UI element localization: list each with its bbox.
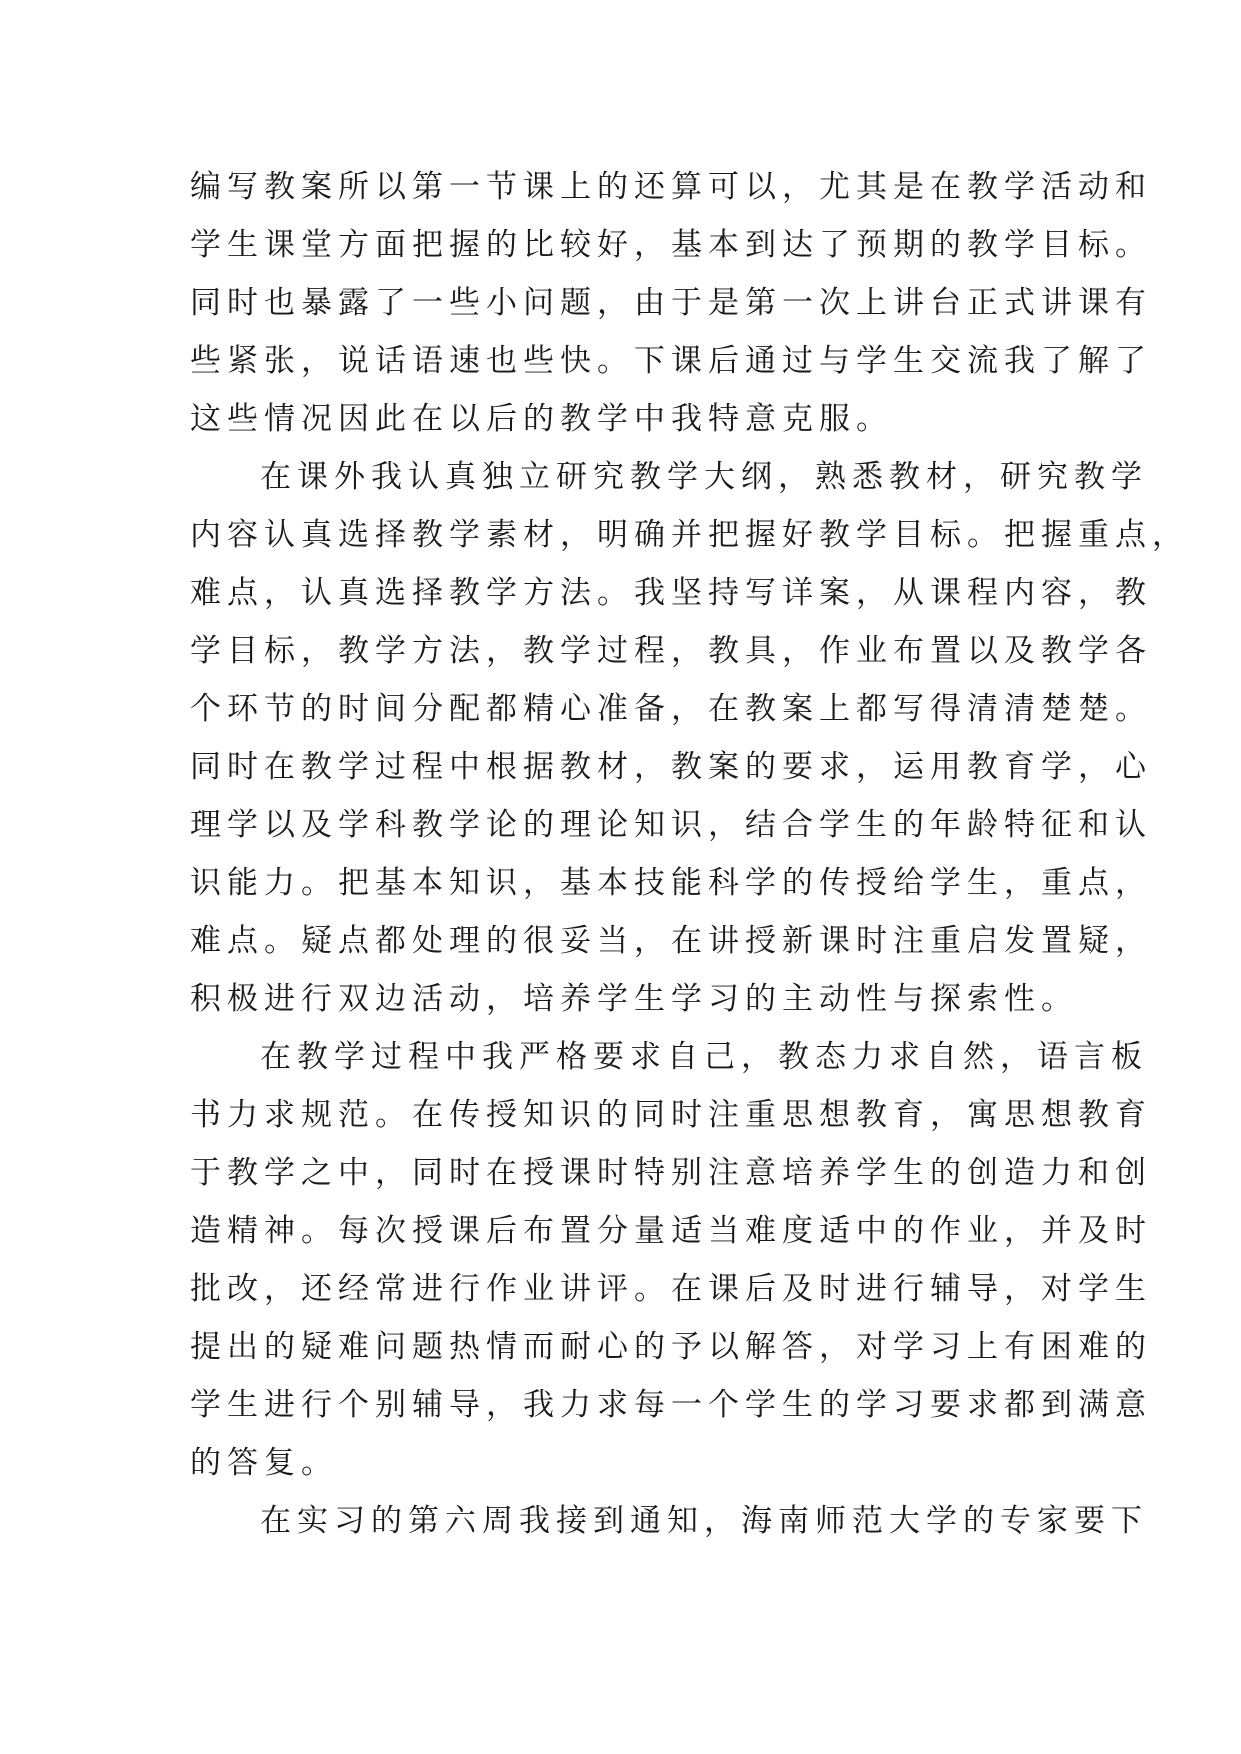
text-line: 在教学过程中我严格要求自己，教态力求自然，语言板	[260, 1039, 1148, 1075]
paragraph	[190, 1492, 1148, 1550]
text-line: 在实习的第六周我接到通知，海南师范大学的专家要下	[260, 1503, 1148, 1539]
text-line: 个环节的时间分配都精心准备，在教案上都写得清清楚楚。	[190, 691, 1152, 727]
text-line: 难点。疑点都处理的很妥当，在讲授新课时注重启发置疑，	[190, 923, 1152, 959]
text-line: 批改，还经常进行作业讲评。在课后及时进行辅导，对学生	[190, 1271, 1152, 1307]
text-line: 于教学之中，同时在授课时特别注意培养学生的创造力和创	[190, 1155, 1152, 1191]
paragraph	[190, 1028, 1152, 1492]
document-body	[190, 158, 1189, 1550]
text-line: 造精神。每次授课后布置分量适当难度适中的作业，并及时	[190, 1213, 1152, 1249]
text-line: 学目标，教学方法，教学过程，教具，作业布置以及教学各	[190, 633, 1152, 669]
text-line: 积极进行双边活动，培养学生学习的主动性与探索性。	[190, 981, 1078, 1017]
paragraph	[190, 158, 1152, 448]
text-line: 同时也暴露了一些小问题，由于是第一次上讲台正式讲课有	[190, 285, 1152, 321]
text-line: 些紧张，说话语速也些快。下课后通过与学生交流我了解了	[190, 343, 1152, 379]
text-line: 识能力。把基本知识，基本技能科学的传授给学生，重点，	[190, 865, 1152, 901]
text-line: 书力求规范。在传授知识的同时注重思想教育，寓思想教育	[190, 1097, 1152, 1133]
text-line: 学生课堂方面把握的比较好，基本到达了预期的教学目标。	[190, 227, 1152, 263]
text-line: 同时在教学过程中根据教材，教案的要求，运用教育学，心	[190, 749, 1152, 785]
text-line: 学生进行个别辅导，我力求每一个学生的学习要求都到满意	[190, 1387, 1152, 1423]
text-line: 在课外我认真独立研究教学大纲，熟悉教材，研究教学	[260, 459, 1148, 495]
text-line: 提出的疑难问题热情而耐心的予以解答，对学习上有困难的	[190, 1329, 1152, 1365]
text-line: 内容认真选择教学素材，明确并把握好教学目标。把握重点，	[190, 517, 1189, 553]
text-line: 这些情况因此在以后的教学中我特意克服。	[190, 401, 893, 437]
text-line: 编写教案所以第一节课上的还算可以，尤其是在教学活动和	[190, 169, 1152, 205]
text-line: 的答复。	[190, 1445, 338, 1481]
text-line: 难点，认真选择教学方法。我坚持写详案，从课程内容，教	[190, 575, 1152, 611]
paragraph	[190, 448, 1189, 1028]
text-line: 理学以及学科教学论的理论知识，结合学生的年龄特征和认	[190, 807, 1152, 843]
